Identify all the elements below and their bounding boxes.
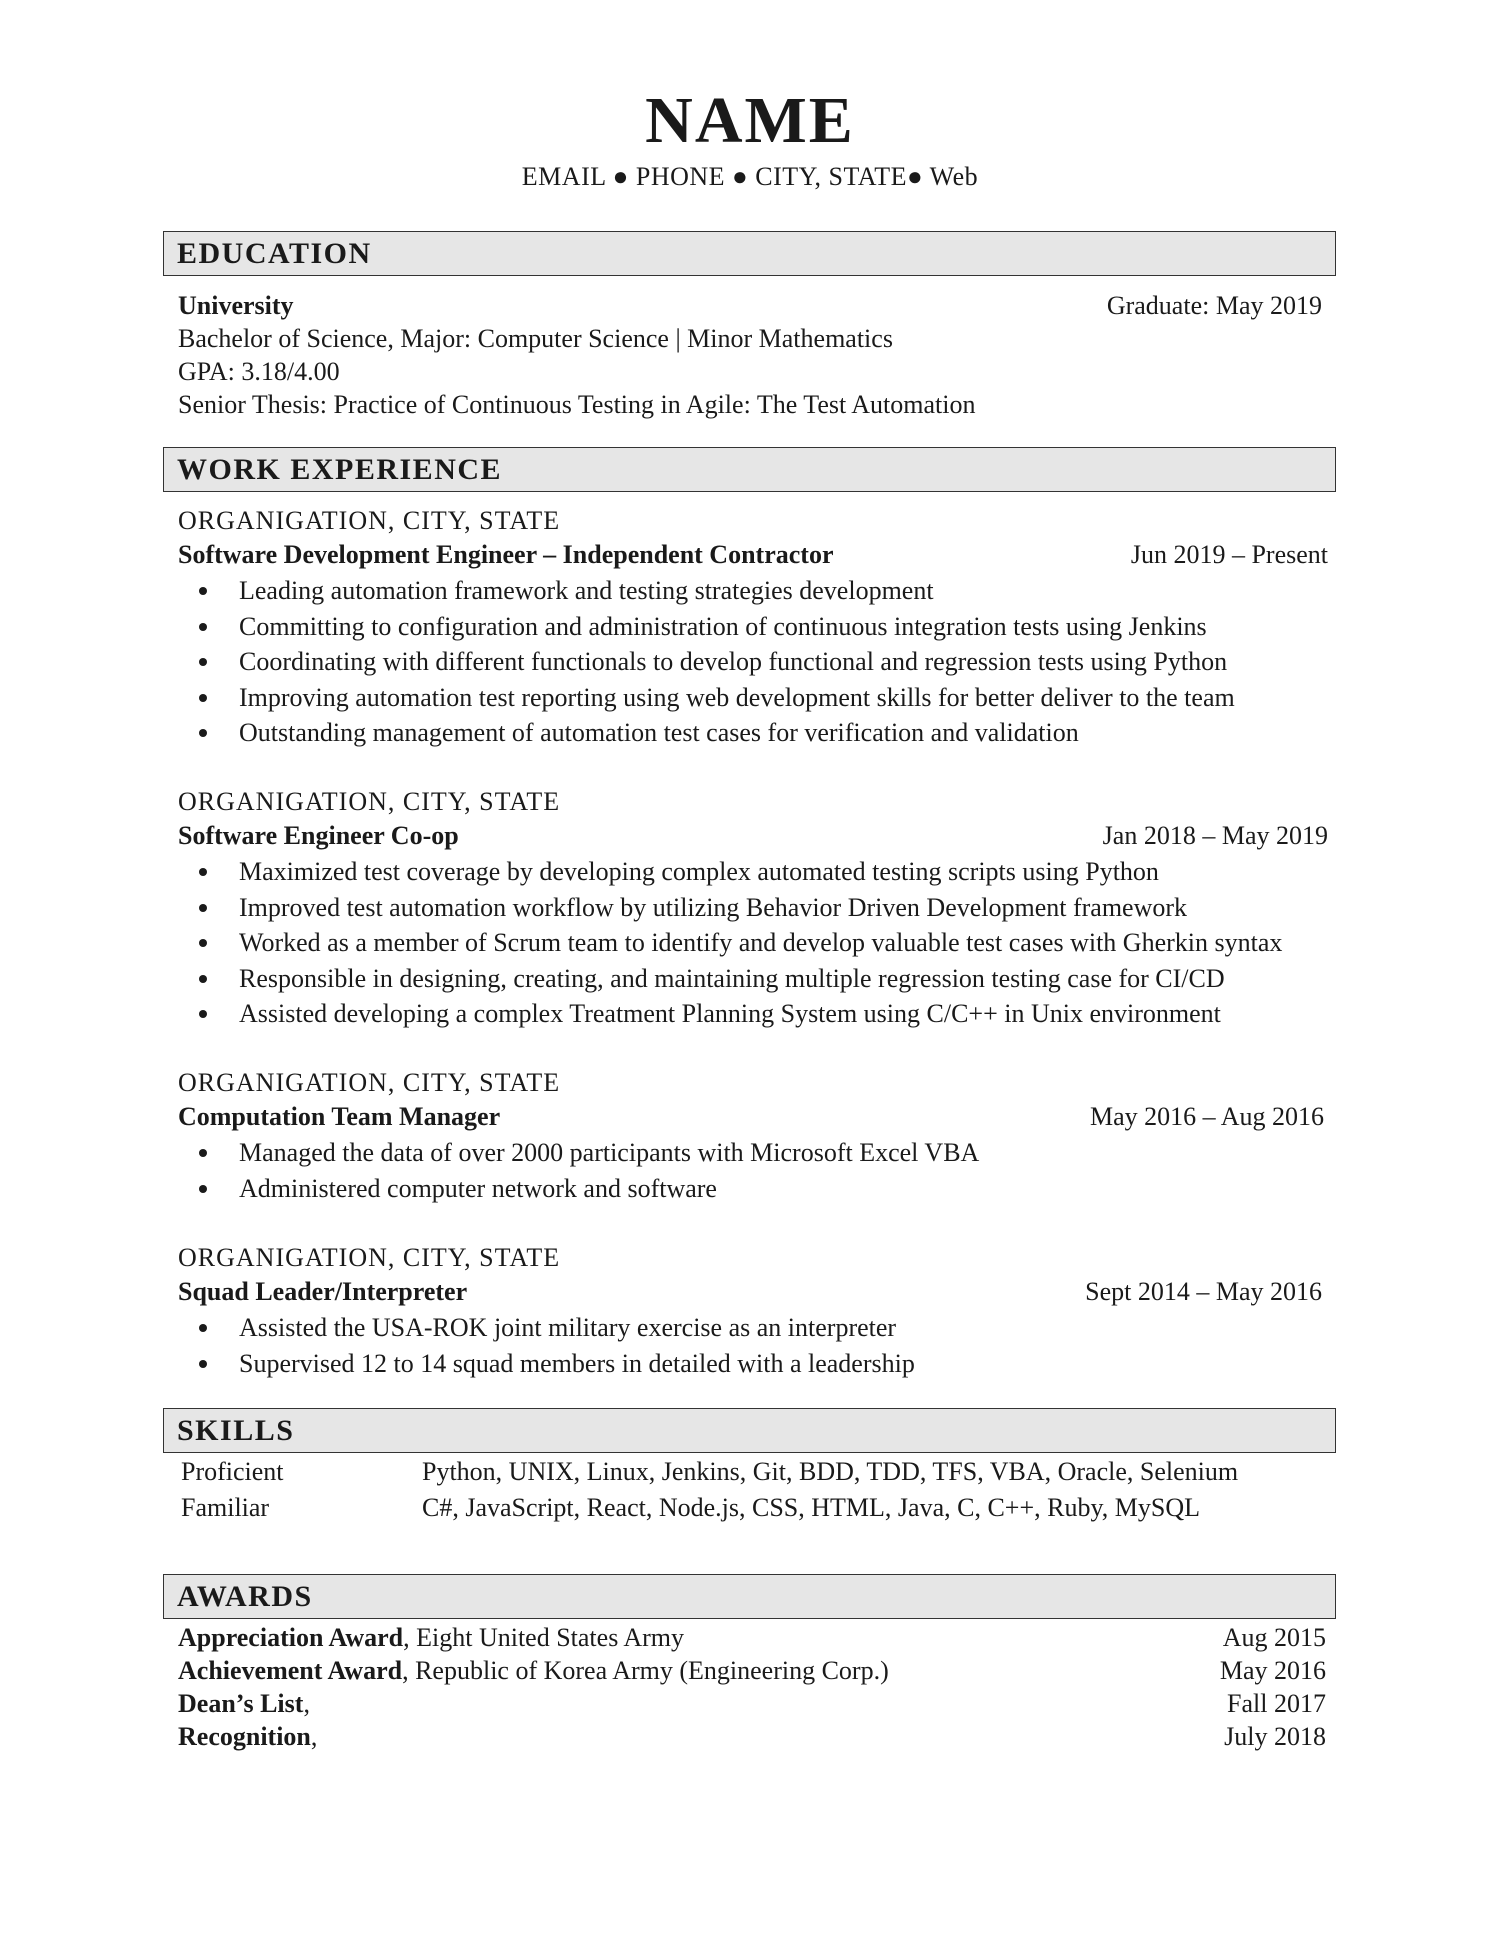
bullet-item: Administered computer network and software [193, 1171, 979, 1207]
bullet-item: Supervised 12 to 14 squad members in detailed with a leadership [193, 1346, 915, 1382]
job-3-dates: May 2016 – Aug 2016 [1090, 1102, 1324, 1131]
job-1-dates: Jun 2019 – Present [1130, 540, 1328, 569]
job-1-role: Software Development Engineer – Independent Contractor [178, 540, 834, 569]
job-3-role: Computation Team Manager [178, 1102, 501, 1131]
award-date: Fall 2017 [1227, 1689, 1326, 1718]
job-4-bullets [193, 1310, 915, 1381]
work-section-header [163, 447, 1336, 492]
award-detail: , [310, 1722, 318, 1751]
job-4-organization: ORGANIGATION, CITY, STATE [178, 1243, 561, 1272]
skill-label-familiar: Familiar [181, 1493, 270, 1522]
gpa: GPA: 3.18/4.00 [178, 357, 340, 386]
job-4-dates: Sept 2014 – May 2016 [1085, 1277, 1322, 1306]
award-detail: , [303, 1689, 310, 1718]
candidate-name: NAME [645, 84, 855, 157]
bullet-item: Responsible in designing, creating, and maintaining multiple regression testing case for CI/CD [193, 961, 1282, 997]
award-name: Dean’s List [178, 1689, 304, 1718]
award-name: Recognition [178, 1722, 311, 1751]
award-item [178, 1688, 310, 1720]
bullet-item: Committing to configuration and administration of continuous integration tests using Jenkins [193, 609, 1235, 645]
bullet-item: Assisted developing a complex Treatment Planning System using C/C++ in Unix environment [193, 996, 1282, 1032]
education-section-header [163, 231, 1336, 276]
skills-title: SKILLS [177, 1414, 295, 1447]
school-name: University [178, 291, 294, 320]
awards-section-header [163, 1574, 1336, 1619]
job-3-bullets [193, 1135, 979, 1206]
education-title: EDUCATION [177, 237, 372, 270]
job-2-dates: Jan 2018 – May 2019 [1102, 821, 1328, 850]
award-date: May 2016 [1219, 1656, 1326, 1685]
skill-value-proficient: Python, UNIX, Linux, Jenkins, Git, BDD, TDD, TFS, VBA, Oracle, Selenium [422, 1457, 1239, 1486]
bullet-item: Outstanding management of automation test cases for verification and validation [193, 715, 1235, 751]
skill-value-familiar: C#, JavaScript, React, Node.js, CSS, HTML, Java, C, C++, Ruby, MySQL [422, 1493, 1201, 1522]
bullet-item: Assisted the USA-ROK joint military exercise as an interpreter [193, 1310, 915, 1346]
award-item [178, 1622, 684, 1654]
awards-title: AWARDS [177, 1580, 313, 1613]
job-3-organization: ORGANIGATION, CITY, STATE [178, 1068, 561, 1097]
award-detail: , Republic of Korea Army (Engineering Corp.) [402, 1656, 889, 1685]
job-2-role: Software Engineer Co-op [178, 821, 459, 850]
award-item [178, 1721, 317, 1753]
bullet-item: Improved test automation workflow by utilizing Behavior Driven Development framework [193, 890, 1282, 926]
award-detail: , Eight United States Army [403, 1623, 685, 1652]
job-4-role: Squad Leader/Interpreter [178, 1277, 468, 1306]
award-name: Achievement Award [178, 1656, 403, 1685]
award-name: Appreciation Award [178, 1623, 404, 1652]
award-item [178, 1655, 889, 1687]
contact-line: EMAIL ● PHONE ● CITY, STATE● Web [521, 162, 979, 191]
award-date: Aug 2015 [1222, 1623, 1326, 1652]
award-date: July 2018 [1224, 1722, 1326, 1751]
degree: Bachelor of Science, Major: Computer Science | Minor Mathematics [178, 324, 893, 353]
bullet-item: Improving automation test reporting using web development skills for better deliver to the team [193, 680, 1235, 716]
bullet-item: Coordinating with different functionals to develop functional and regression tests using Python [193, 644, 1235, 680]
skills-section-header [163, 1408, 1336, 1453]
graduation-date: Graduate: May 2019 [1106, 291, 1322, 320]
skill-label-proficient: Proficient [181, 1457, 284, 1486]
job-1-organization: ORGANIGATION, CITY, STATE [178, 506, 561, 535]
job-2-organization: ORGANIGATION, CITY, STATE [178, 787, 561, 816]
bullet-item: Managed the data of over 2000 participants with Microsoft Excel VBA [193, 1135, 979, 1171]
work-title: WORK EXPERIENCE [177, 453, 503, 486]
bullet-item: Maximized test coverage by developing complex automated testing scripts using Python [193, 854, 1282, 890]
bullet-item: Worked as a member of Scrum team to identify and develop valuable test cases with Gherkin syntax [193, 925, 1282, 961]
bullet-item: Leading automation framework and testing strategies development [193, 573, 1235, 609]
job-2-bullets [193, 854, 1282, 1032]
thesis: Senior Thesis: Practice of Continuous Testing in Agile: The Test Automation [178, 390, 976, 419]
job-1-bullets [193, 573, 1235, 751]
